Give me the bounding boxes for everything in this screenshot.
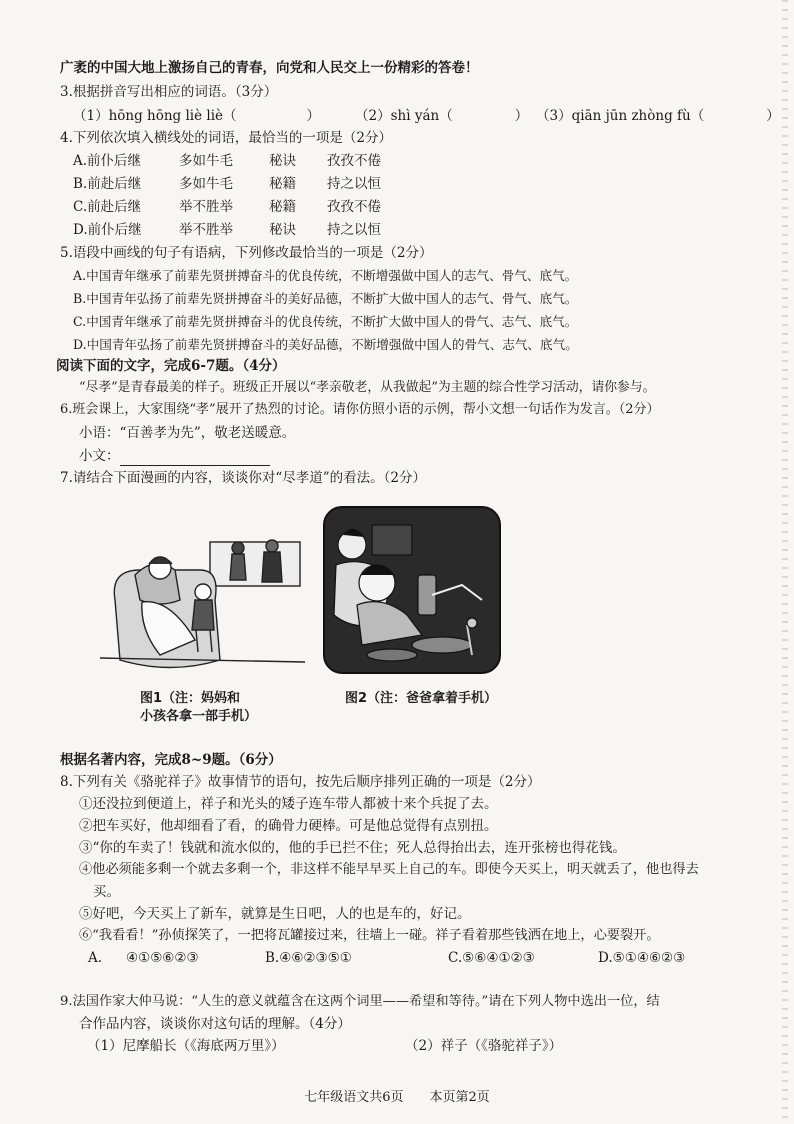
q6-answer-line: 小文： (79, 446, 270, 466)
q9-title-line2: 合作品内容，谈谈你对这句话的理解。（4分） (79, 1016, 351, 1032)
q3-item1: （1）hōng hōng liè liè（ ） (73, 108, 321, 124)
q6-title: 6.班会课上，大家围绕“孝”展开了热烈的讨论。请你仿照小语的示例，帮小文想一句话作为发言。（2分） (60, 402, 660, 417)
q3-item3: （3）qiān jūn zhòng fù（ ） (536, 108, 780, 124)
q8-item-1: ①还没拉到便道上，祥子和光头的矮子连车带人都被十来个兵捉了去。 (79, 796, 498, 812)
q8-item-4: ④他必须能多剩一个就去多剩一个，非这样不能早早买上自己的车。即使今天买上，明天就丢了，他也得去 (79, 862, 699, 877)
figure-1-caption-line1: 图1（注：妈妈和 (140, 691, 241, 706)
q8-options: A. ④①⑤⑥②③ B.④⑥②③⑤① C.⑤⑥④①②③ D.⑤①④⑥②③ (88, 950, 686, 966)
figure-2-caption: 图2（注：爸爸拿着手机） (345, 691, 498, 706)
q4-option-c: C.前赴后继 举不胜举 秘籍 孜孜不倦 (73, 199, 381, 215)
q8-item-4-cont: 买。 (93, 884, 120, 900)
q7-title: 7.请结合下面漫画的内容，谈谈你对“尽孝道”的看法。（2分） (60, 470, 427, 486)
cartoon-figure-1 (100, 530, 305, 680)
section-8-9: 根据名著内容，完成8~9题。（6分） (60, 752, 282, 768)
q3-item2: （2）shì yán（ ） (355, 108, 529, 124)
q9-choice-1: （1）尼摩船长（《海底两万里》） (87, 1038, 285, 1054)
page-footer: 七年级语文共6页 本页第2页 (304, 1090, 490, 1105)
passage-6-7: “尽孝”是青春最美的样子。班级正开展以“孝亲敬老，从我做起”为主题的综合性学习活动，请你参与。 (79, 380, 656, 395)
q3-title: 3.根据拼音写出相应的词语。（3分） (60, 84, 278, 100)
q4-option-d: D.前仆后继 举不胜举 秘诀 持之以恒 (73, 222, 381, 238)
q4-option-a: A.前仆后继 多如牛毛 秘诀 孜孜不倦 (73, 153, 381, 169)
q5-title: 5.语段中画线的句子有语病，下列修改最恰当的一项是（2分） (60, 245, 433, 261)
figure-1-caption-line2: 小孩各拿一部手机） (140, 709, 258, 724)
section-6-7: 阅读下面的文字，完成6-7题。（4分） (56, 358, 286, 374)
q8-item-6: ⑥“我看看！”孙侦探笑了，一把将瓦罐接过来，往墙上一碰。祥子看着那些钱洒在地上，心要裂开。 (79, 928, 660, 943)
intro-tail: 广袤的中国大地上激扬自己的青春，向党和人民交上一份精彩的答卷！ (60, 60, 479, 76)
q9-title-line1: 9.法国作家大仲马说：“人生的意义就蕴含在这两个词里——希望和等待。”请在下列人物中选出一位，结 (60, 994, 660, 1009)
q5-option-c: C.中国青年继承了前辈先贤拼搏奋斗的优良传统，不断扩大做中国人的骨气、志气、底气。 (73, 314, 578, 329)
binding-margin (782, 0, 788, 1124)
q5-option-d: D.中国青年弘扬了前辈先贤拼搏奋斗的美好品德，不断增强做中国人的骨气、志气、底气。 (73, 337, 578, 352)
q8-item-2: ②把车买好，他却细看了看，的确骨力硬棒。可是他总觉得有点别扭。 (79, 818, 498, 834)
q8-item-3: ③“你的车卖了！钱就和流水似的，他的手已拦不住；死人总得抬出去，连开张榜也得花钱。 (79, 840, 626, 856)
q8-item-5: ⑤好吧，今天买上了新车，就算是生日吧，人的也是车的，好记。 (79, 906, 471, 922)
q9-choice-2: （2）祥子（《骆驼祥子》） (405, 1038, 563, 1054)
q5-option-b: B.中国青年弘扬了前辈先贤拼搏奋斗的美好品德，不断扩大做中国人的志气、骨气、底气。 (73, 291, 578, 306)
q6-example: 小语：“百善孝为先”，敬老送暖意。 (79, 425, 296, 441)
q4-title: 4.下列依次填入横线处的词语，最恰当的一项是（2分） (60, 130, 392, 146)
q4-option-b: B.前赴后继 多如牛毛 秘籍 持之以恒 (73, 176, 381, 192)
q8-title: 8.下列有关《骆驼祥子》故事情节的语句，按先后顺序排列正确的一项是（2分） (60, 774, 541, 790)
cartoon-figure-2 (322, 505, 502, 675)
q5-option-a: A.中国青年继承了前辈先贤拼搏奋斗的优良传统，不断增强做中国人的志气、骨气、底气。 (73, 268, 578, 283)
